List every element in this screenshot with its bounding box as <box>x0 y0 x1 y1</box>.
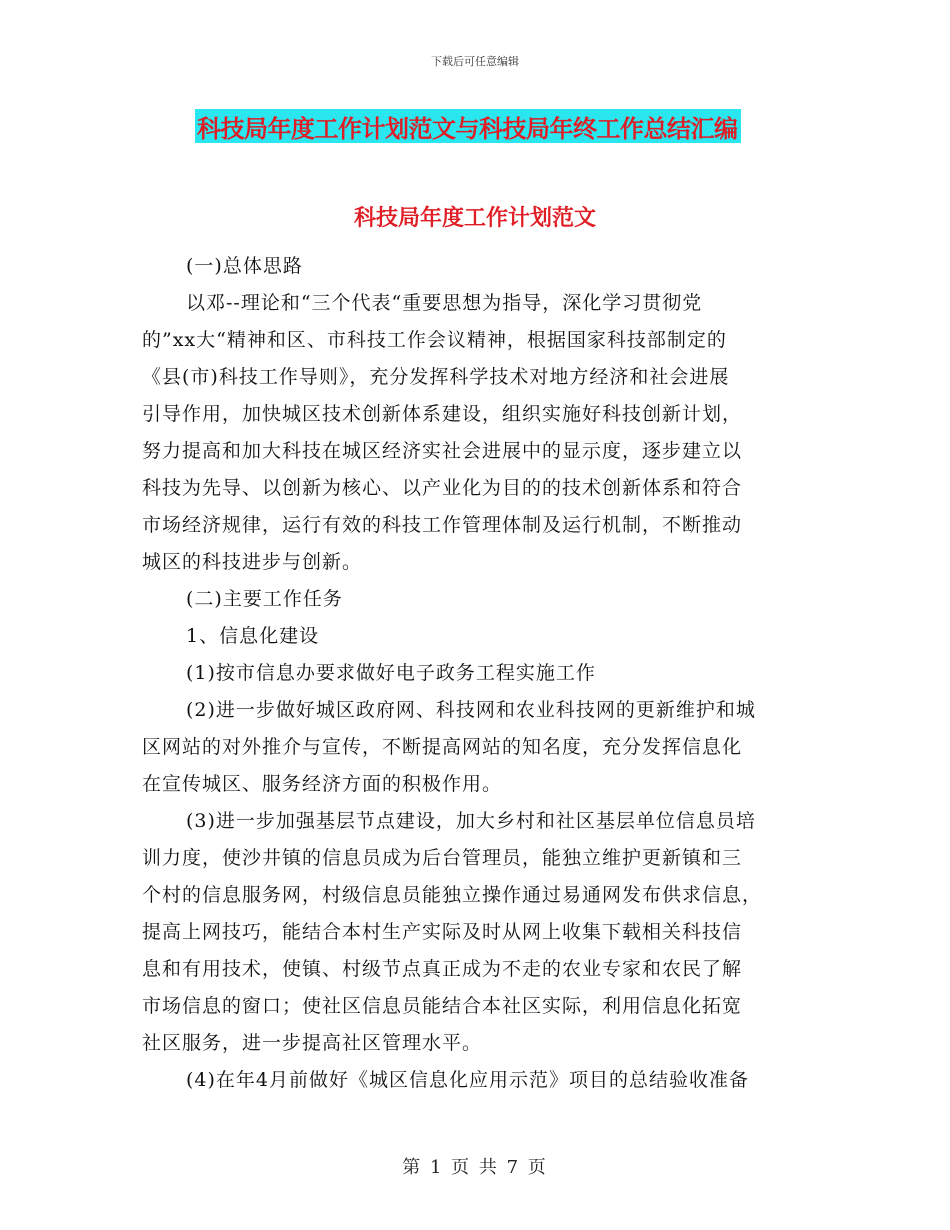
body-line: 市场经济规律，运行有效的科技工作管理体制及运行机制，不断推动 <box>142 514 743 536</box>
body-line: 科技为先导、以创新为核心、以产业化为目的的技术创新体系和符合 <box>142 477 743 499</box>
body-line: (4)在年4月前做好《城区信息化应用示范》项目的总结验收准备 <box>186 1069 750 1091</box>
body-line: 息和有用技术，使镇、村级节点真正成为不走的农业专家和农民了解 <box>142 958 743 980</box>
section-title: 科技局年度工作计划范文 <box>353 206 596 231</box>
body-line: 引导作用，加快城区技术创新体系建设，组织实施好科技创新计划， <box>142 403 743 425</box>
main-title: 科技局年度工作计划范文与科技局年终工作总结汇编 <box>197 114 738 143</box>
body-line: 社区服务，进一步提高社区管理水平。 <box>142 1032 483 1054</box>
body-line: 提高上网技巧，能结合本村生产实际及时从网上收集下载相关科技信 <box>142 921 743 943</box>
body-line: (一)总体思路 <box>186 255 303 277</box>
body-line: 努力提高和加大科技在城区经济实社会进展中的显示度，逐步建立以 <box>142 440 743 462</box>
header-note: 下载后可任意编辑 <box>431 55 519 68</box>
body-line: 训力度，使沙井镇的信息员成为后台管理员，能独立维护更新镇和三 <box>142 847 743 869</box>
body-line: 城区的科技进步与创新。 <box>142 551 363 573</box>
page-footer: 第 1 页 共 7 页 <box>402 1157 548 1178</box>
body-line: (1)按市信息办要求做好电子政务工程实施工作 <box>186 662 596 684</box>
body-line: 个村的信息服务网，村级信息员能独立操作通过易通网发布供求信息， <box>142 884 763 906</box>
body-line: 在宣传城区、服务经济方面的积极作用。 <box>142 773 503 795</box>
document-body <box>142 248 810 1099</box>
body-line: (二)主要工作任务 <box>186 588 343 610</box>
body-line: 的”xx大“精神和区、市科技工作会议精神，根据国家科技部制定的 <box>142 329 727 351</box>
body-line: 区网站的对外推介与宣传，不断提高网站的知名度，充分发挥信息化 <box>142 736 743 758</box>
body-line: (2)进一步做好城区政府网、科技网和农业科技网的更新维护和城 <box>186 699 756 721</box>
body-line: 1、信息化建设 <box>186 625 320 647</box>
body-line: 市场信息的窗口；使社区信息员能结合本社区实际，利用信息化拓宽 <box>142 995 743 1017</box>
body-line: 以邓--理论和“三个代表“重要思想为指导，深化学习贯彻党 <box>186 292 703 314</box>
main-title-highlight <box>195 109 741 143</box>
body-line: 《县(市)科技工作导则》，充分发挥科学技术对地方经济和社会进展 <box>142 366 730 388</box>
body-line: (3)进一步加强基层节点建设，加大乡村和社区基层单位信息员培 <box>186 810 756 832</box>
